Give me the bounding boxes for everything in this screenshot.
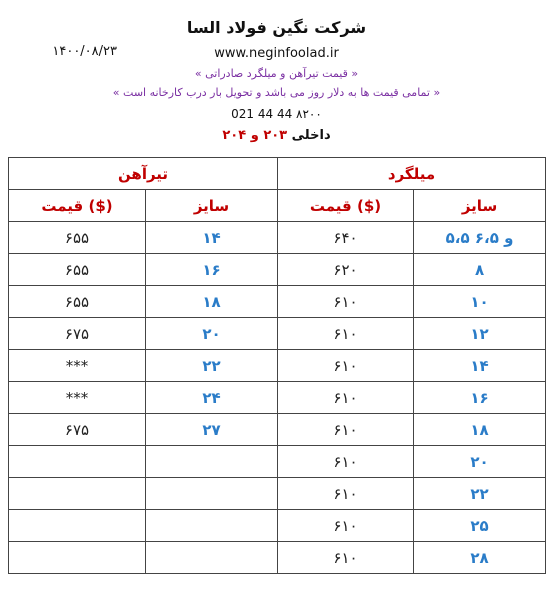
table-row (9, 254, 546, 286)
beam-size-cell (146, 478, 278, 510)
rebar-size-cell: ۱۶ (414, 382, 546, 414)
beam-price-header: قیمت ($) (9, 190, 146, 222)
beam-size-cell: ۱۴ (146, 222, 278, 254)
table-row (9, 510, 546, 542)
beam-size-cell: ۲۷ (146, 414, 278, 446)
rebar-price-cell: ۶۲۰ (278, 254, 414, 286)
rebar-price-cell: ۶۱۰ (278, 286, 414, 318)
table-row (9, 478, 546, 510)
beam-price-cell (9, 542, 146, 574)
extension-label: داخلی (291, 128, 331, 143)
beam-price-cell: ۶۷۵ (9, 414, 146, 446)
rebar-size-cell: ۲۰ (414, 446, 546, 478)
beam-price-cell (9, 478, 146, 510)
rebar-section-title: میلگرد (278, 158, 546, 190)
extension-line (0, 128, 553, 143)
rebar-price-cell: ۶۱۰ (278, 446, 414, 478)
beam-price-cell (9, 510, 146, 542)
beam-size-cell (146, 446, 278, 478)
beam-price-cell: ۶۵۵ (9, 286, 146, 318)
rebar-price-cell: ۶۱۰ (278, 318, 414, 350)
rebar-price-cell: ۶۱۰ (278, 382, 414, 414)
rebar-price-cell: ۶۱۰ (278, 350, 414, 382)
rebar-price-cell: ۶۱۰ (278, 414, 414, 446)
beam-price-cell: *** (9, 382, 146, 414)
beam-size-cell: ۱۸ (146, 286, 278, 318)
rebar-size-header: سایز (414, 190, 546, 222)
delivery-note: « تمامی قیمت ها به دلار روز می باشد و تحویل بار درب کارخانه است » (112, 86, 441, 99)
table-row (9, 350, 546, 382)
beam-size-cell (146, 510, 278, 542)
rebar-price-cell: ۶۱۰ (278, 542, 414, 574)
date: ۱۴۰۰/۰۸/۲۳ (52, 44, 117, 59)
phone-number: 021 44 44 ۸۲۰۰ (231, 107, 322, 121)
table-row (9, 382, 546, 414)
header (0, 0, 553, 158)
section-header-row (9, 158, 546, 190)
rebar-size-cell: ۵،۵ و ۶،۵ (414, 222, 546, 254)
rebar-size-cell: ۱۸ (414, 414, 546, 446)
rebar-price-cell: ۶۱۰ (278, 510, 414, 542)
beam-size-cell: ۱۶ (146, 254, 278, 286)
beam-size-header: سایز (146, 190, 278, 222)
column-header-row (9, 190, 546, 222)
rebar-size-cell: ۲۵ (414, 510, 546, 542)
beam-price-cell: *** (9, 350, 146, 382)
rebar-price-cell: ۶۱۰ (278, 478, 414, 510)
beam-section-title: تیرآهن (9, 158, 278, 190)
website: www.neginfoolad.ir (214, 46, 339, 61)
company-name: شرکت نگین فولاد السا (186, 18, 367, 37)
beam-price-cell (9, 446, 146, 478)
beam-size-cell: ۲۰ (146, 318, 278, 350)
rebar-size-cell: ۲۸ (414, 542, 546, 574)
table-row (9, 414, 546, 446)
table-row (9, 222, 546, 254)
extension-value: ۲۰۳ و ۲۰۴ (222, 128, 288, 143)
rebar-size-cell: ۱۲ (414, 318, 546, 350)
rebar-size-cell: ۱۰ (414, 286, 546, 318)
table-row (9, 286, 546, 318)
beam-price-cell: ۶۵۵ (9, 222, 146, 254)
price-table (8, 157, 546, 574)
subtitle: « قیمت تیرآهن و میلگرد صادراتی » (194, 67, 359, 80)
beam-price-cell: ۶۷۵ (9, 318, 146, 350)
rebar-size-cell: ۸ (414, 254, 546, 286)
beam-size-cell: ۲۴ (146, 382, 278, 414)
table-row (9, 542, 546, 574)
rebar-size-cell: ۲۲ (414, 478, 546, 510)
rebar-price-cell: ۶۴۰ (278, 222, 414, 254)
table-row (9, 446, 546, 478)
beam-size-cell: ۲۲ (146, 350, 278, 382)
beam-price-cell: ۶۵۵ (9, 254, 146, 286)
beam-size-cell (146, 542, 278, 574)
table-row (9, 318, 546, 350)
rebar-size-cell: ۱۴ (414, 350, 546, 382)
rebar-price-header: قیمت ($) (278, 190, 414, 222)
